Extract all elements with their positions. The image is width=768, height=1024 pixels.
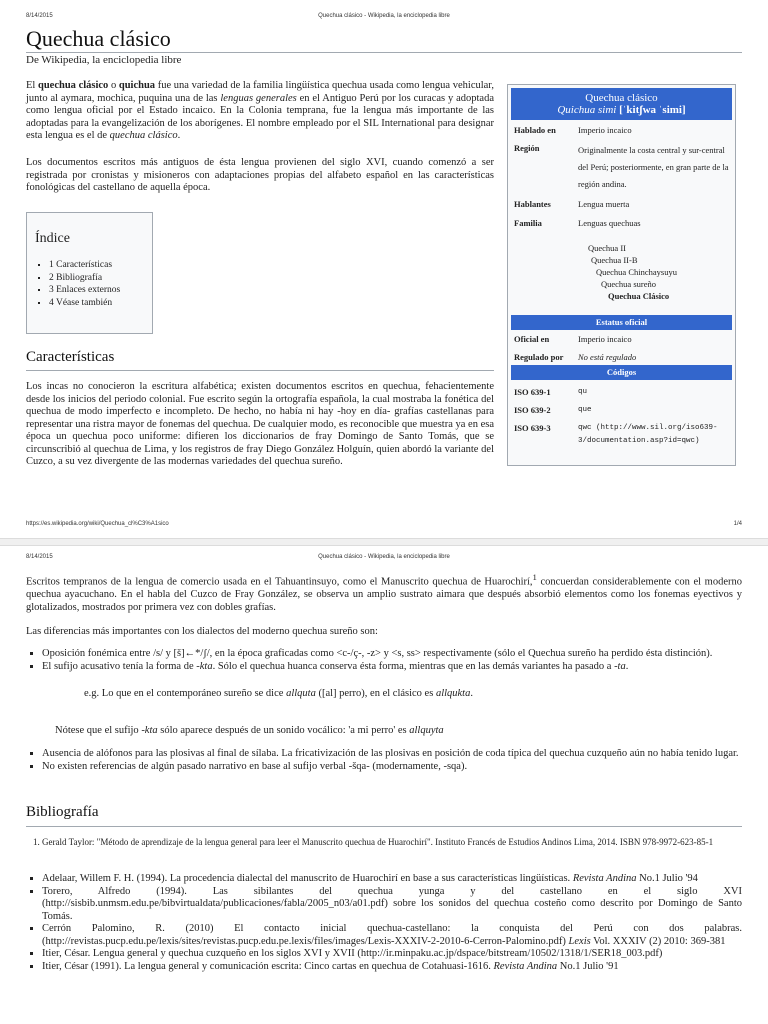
bibliography-item[interactable] — [42, 923, 742, 948]
list-item: ▪ Oposición fonémica entre /s/ y [š]←*/ʃ/, en la época graficadas como <c-/ç-, -z> y <s, ss> respectivamente (sólo el Quechua sureño ha perdido ésta distinción). — [42, 648, 742, 661]
bib-text: No.1 Julio '91 — [557, 960, 619, 972]
infobox-band-estatus: Estatus oficial — [511, 315, 732, 330]
toc-item[interactable]: ▪ 3 Enlaces externos — [49, 284, 144, 297]
page-title: Quechua clásico — [26, 26, 171, 51]
section-divider — [26, 826, 742, 827]
bib-text: Cerrón Palomino, R. (2010) El contacto inicial quechua-castellano: la conquista del Perú con dos palabras. (http://revistas.pucp.edu.pe/lexis/sites/revistas.pucp.edu.pe.lexis/files/images/Lexis-XXXIV-2-2010-6-Cerron-Palomino.pdf) — [42, 923, 742, 947]
toc-item[interactable]: ▪ 4 Véase también — [49, 297, 144, 310]
print-date: 8/14/2015 — [26, 554, 53, 560]
tree-node[interactable]: Quechua Chinchaysuyu — [596, 267, 677, 277]
bib-text: Adelaar, Willem F. H. (1994). La procedencia dialectal del manuscrito de Huarochirí en base a sus características lingüísticas. — [42, 873, 573, 884]
bib-journal: Revista Andina — [572, 873, 637, 884]
tree-node[interactable]: Quechua II-B — [591, 255, 638, 265]
bib-text: Itier, César (1991). La lengua general y comunicación escrita: Cinco cartas en quechua de Cotahuasi-1616. — [42, 960, 494, 972]
title-divider — [26, 52, 742, 53]
infobox-key: Oficial en — [514, 334, 550, 344]
infobox-value[interactable]: Imperio incaico — [578, 125, 632, 135]
reference-1[interactable]: 1 — [532, 572, 537, 582]
tree-node-current: Quechua Clásico — [608, 291, 670, 301]
infobox-key[interactable]: ISO 639-3 — [514, 423, 551, 433]
caracteristicas-paragraph-2 — [26, 571, 742, 614]
infobox-native: Quichua simi — [557, 104, 617, 116]
print-page-number: 1/4 — [733, 521, 742, 527]
intro-paragraph-1 — [26, 80, 494, 143]
example-text: . — [470, 688, 473, 699]
bibliography-item — [42, 873, 742, 886]
list-item — [42, 661, 742, 674]
toc-item[interactable]: ▪ 2 Bibliografía — [49, 272, 144, 285]
example-text: e.g. Lo que en el contemporáneo sureño se dice — [84, 688, 287, 699]
infobox-header — [511, 88, 732, 120]
example-text: ([al] perro), en el clásico es — [315, 688, 436, 699]
infobox-name: Quechua clásico — [585, 92, 658, 104]
bibliography-list — [26, 873, 742, 973]
bibliography-item — [42, 961, 742, 974]
page-break — [0, 538, 768, 546]
caracteristicas-paragraph-1: Los incas no conocieron la escritura alfabética; existen documentos escritos en quechua, fehacientemente desde los inicios del periodo colonial. Fue escrito según la ortografía española, la cual mostraba la fonética del quechua de modo imperfecto e incompleto. De hecho, no había ni hay -hoy en día- grafías castellanas para representar una ristra mayor de fonemas del quechua. De cualquier modo, es reconocible que muestra ya en esa época un quechua poco uniforme: difieren los diccionarios de fray Domingo de Santo Tomás, que se circunscribió al quechua de Lima, y los registros de fray Diego González Holguín, quien abordó la variante del Cuzco, a su vez divergente de las modernas variedades del quechua sureño. — [26, 381, 494, 467]
infobox-key[interactable]: ISO 639-1 — [514, 387, 551, 397]
infobox-row-oficial — [508, 333, 735, 345]
note-term: -kta — [141, 725, 158, 736]
example-term: allqukta — [435, 688, 471, 699]
bib-text: Itier, César. Lengua general y quechua cuzqueño en los siglos XVI y XVII (http://ir.minpaku.ac.jp/dspace/bitstream/10502/1318/1/SER18_003.pdf) — [42, 948, 663, 959]
toc-list — [35, 259, 144, 309]
bib-text: Vol. XXXIV (2) 2010: 369-381 — [590, 935, 726, 947]
bib-text: No.1 Julio '94 — [636, 873, 698, 884]
print-header — [0, 10, 768, 22]
section-divider — [26, 370, 494, 371]
bib-journal: Lexis — [568, 935, 591, 947]
term-quichua: quichua — [118, 80, 156, 91]
tree-node[interactable]: Quechua sureño — [601, 279, 656, 289]
infobox-value: Lengua muerta — [578, 199, 630, 209]
section-heading-bibliografia: Bibliografía — [26, 804, 99, 820]
note-text: sólo aparece después de un sonido vocálico: 'a mi perro' es — [157, 725, 410, 736]
link-lenguas-generales[interactable]: lenguas generales — [220, 92, 297, 104]
print-footer — [0, 520, 768, 530]
infobox-row-hablado — [508, 124, 735, 136]
infobox-native-name — [513, 104, 730, 117]
reference-item[interactable]: 1. Gerald Taylor: "Método de aprendizaje de la lengua general para leer el Manuscrito quechua de Huarochirí". Instituto Francés de Estudios Andinos Lima, 2014. ISBN 978-9972-623-85-1 — [42, 836, 742, 848]
reference-list — [26, 836, 742, 848]
infobox-row-region — [508, 142, 735, 193]
infobox-key: Familia — [514, 218, 542, 228]
note-line — [55, 725, 745, 738]
infobox-row-familia — [508, 217, 735, 229]
toc-title: Índice — [35, 231, 70, 246]
term-quechua-clasico: quechua clásico — [37, 80, 109, 91]
language-infobox — [507, 84, 736, 466]
infobox-value[interactable]: Lenguas quechuas — [578, 218, 641, 228]
intro-text: fue una variedad de la familia lingüística quechua usada como lengua vehicular, junto al aymara, mochica, puquina una de las — [26, 80, 495, 104]
differences-list — [26, 648, 742, 673]
print-header — [0, 551, 768, 563]
paragraph-text: concuerdan considerablemente con el moderno quechua ayacuchano. En el habla del Cuzco de Fray González, se observa un amplio sustrato aimara que después absorbió elementos como los fonemas eyectivos y glotalizados, mostrados por primera vez con dobles grafías. — [26, 576, 742, 613]
infobox-value[interactable]: Imperio incaico — [578, 334, 632, 344]
infobox-value: que — [578, 406, 592, 414]
page-subtitle: De Wikipedia, la enciclopedia libre — [26, 54, 182, 66]
term-quechua-clasico-italic: quechua clásico — [109, 130, 178, 141]
item-text: . — [625, 660, 629, 672]
infobox-value[interactable]: qwc (http://www.sil.org/iso639-3/documentation.asp?id=qwc) — [578, 424, 718, 445]
item-text: El sufijo acusativo tenía la forma de — [42, 660, 197, 672]
infobox-key: Región — [514, 143, 540, 153]
infobox-value: No está regulado — [578, 352, 637, 362]
item-term: -kta — [196, 660, 213, 672]
paragraph-text: Escritos tempranos de la lengua de comercio usada en el Tahuantinsuyo, como el Manuscrito quechua de Huarochirí, — [26, 576, 533, 588]
print-doc-title: Quechua clásico - Wikipedia, la enciclopedia libre — [318, 554, 450, 560]
infobox-row-hablantes — [508, 198, 735, 210]
infobox-key[interactable]: ISO 639-2 — [514, 405, 551, 415]
item-text: . Sólo el quechua huanca conserva ésta forma, mientras que en las demás variantes ha pasado a — [212, 660, 615, 672]
infobox-row-iso3 — [508, 422, 735, 448]
intro-text: El — [26, 80, 38, 91]
infobox-row-iso2 — [508, 404, 735, 416]
language-family-tree — [508, 242, 735, 302]
bibliography-item[interactable] — [42, 886, 742, 924]
infobox-ipa: [ˈkitʃwa ˈsimi] — [616, 104, 686, 116]
intro-paragraph-2: Los documentos escritos más antiguos de ésta lengua provienen del siglo XVI, cuando comenzó a ser registrada por cronistas y misioneros con adaptaciones propias del alfabeto español en las características fonológicas del castellano de aquella época. — [26, 157, 494, 193]
intro-text: o — [108, 80, 119, 91]
infobox-row-iso1 — [508, 386, 735, 398]
item-term: -ta — [614, 660, 626, 672]
intro-text: en el Antiguo Perú por los curacas y adoptada como lengua oficial por el Estado incaico. En la Colonia temprana, fue la lengua más importante de las adoptadas para la evangelización de los aborígenes. El nombre empleado por el SIL International para designar esta lengua es el de — [26, 92, 494, 141]
infobox-value: qu — [578, 388, 588, 396]
bib-text: Torero, Alfredo (1994). Las sibilantes del quechua yunga y del castellano en el siglo XVI (http://sisbib.unmsm.edu.pe/bibvirtualdata/publicaciones/fabla/2005_n03/a01.pdf) sobre los sonidos del quechua costeño como descrito por Domingo de Santo Tomás. — [42, 885, 742, 922]
note-text: Nótese que el sufijo — [55, 725, 142, 736]
example-line — [84, 688, 734, 701]
print-doc-title: Quechua clásico - Wikipedia, la enciclopedia libre — [318, 13, 450, 19]
section-heading-caracteristicas: Características — [26, 349, 115, 365]
toc-item[interactable]: ▪ 1 Características — [49, 259, 144, 272]
note-term: allquyta — [409, 725, 444, 736]
bibliography-item[interactable] — [42, 948, 742, 961]
tree-node[interactable]: Quechua II — [588, 243, 626, 253]
list-item: ▪ Ausencia de alófonos para las plosivas al final de sílaba. La fricativización de las plosivas en posición de coda típica del quechua cuzqueño aún no había tenido lugar. — [42, 748, 742, 761]
infobox-row-regulado — [508, 351, 735, 363]
print-url: https://es.wikipedia.org/wiki/Quechua_cl%C3%A1sico — [26, 521, 169, 527]
intro-text: . — [177, 130, 181, 141]
print-date: 8/14/2015 — [26, 13, 53, 19]
bib-journal: Revista Andina — [493, 960, 558, 972]
table-of-contents — [26, 212, 153, 334]
infobox-band-codigos: Códigos — [511, 365, 732, 380]
infobox-key: Hablantes — [514, 199, 551, 209]
caracteristicas-paragraph-3: Las diferencias más importantes con los dialectos del moderno quechua sureño son: — [26, 626, 378, 637]
infobox-value: Originalmente la costa central y sur-central del Perú; posteriormente, en gran parte de la región andina. — [578, 145, 729, 189]
infobox-key: Regulado por — [514, 352, 564, 362]
differences-list-continued — [26, 748, 742, 773]
infobox-key: Hablado en — [514, 125, 556, 135]
example-term: allquta — [286, 688, 316, 699]
page-2 — [0, 546, 768, 1024]
list-item: ▪ No existen referencias de algún pasado narrativo en base al sufijo verbal -šqa- (modernamente, -sqa). — [42, 761, 742, 774]
